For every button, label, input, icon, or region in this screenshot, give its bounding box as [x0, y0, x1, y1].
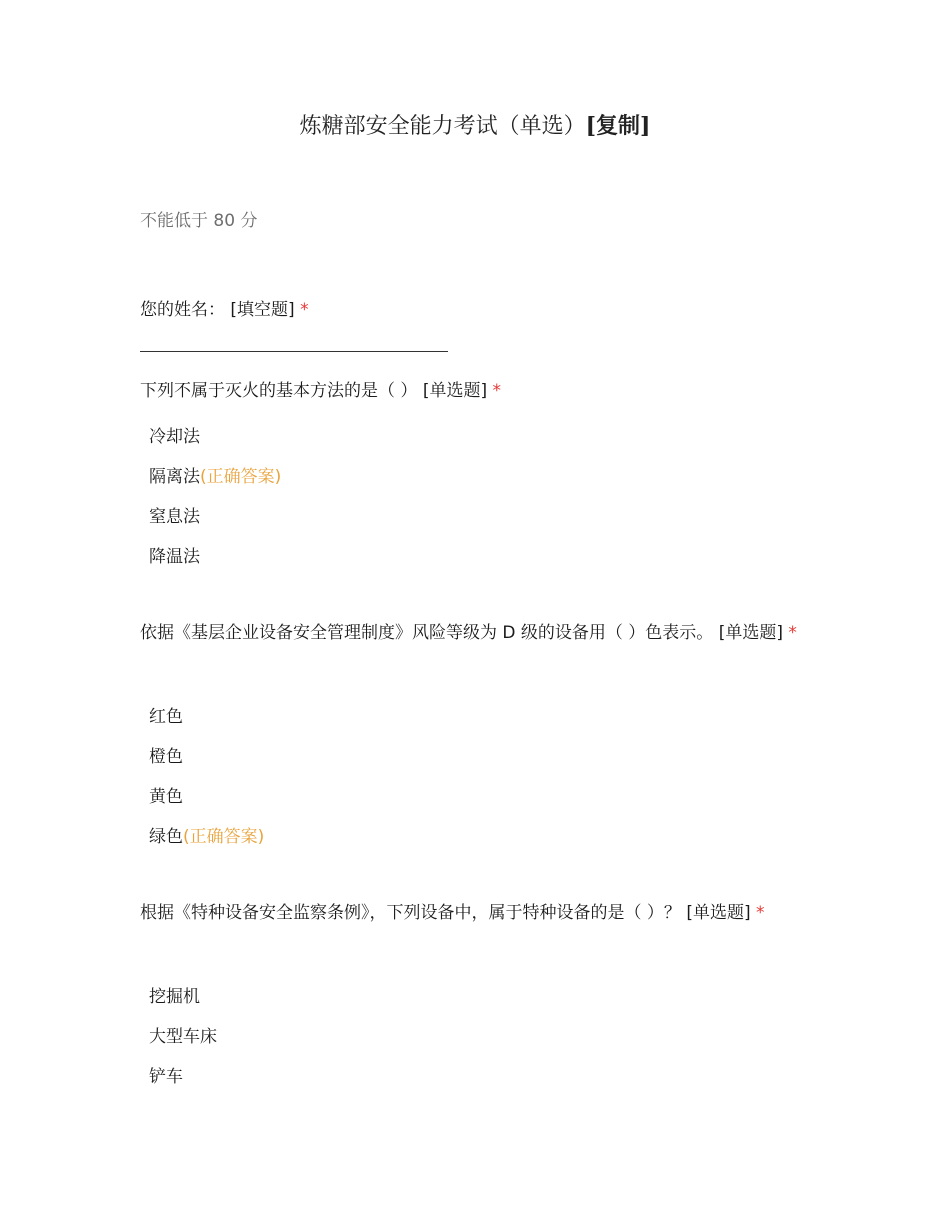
question-4-type: [单选题]: [686, 903, 751, 923]
option-label: 红色: [149, 707, 183, 727]
option[interactable]: [149, 457, 281, 497]
option-label: 挖掘机: [149, 987, 200, 1007]
option[interactable]: [149, 817, 264, 857]
option-label: 降温法: [149, 547, 200, 567]
option-label: 绿色: [149, 827, 183, 847]
option-label: 冷却法: [149, 427, 200, 447]
question-3-text: 依据《基层企业设备安全管理制度》风险等级为 D 级的设备用（ ）色表示。: [140, 623, 714, 643]
option[interactable]: [149, 497, 281, 537]
question-2: [140, 372, 820, 410]
option[interactable]: [149, 977, 217, 1017]
correct-answer-mark: (正确答案): [183, 827, 265, 847]
question-2-type: [单选题]: [422, 381, 488, 401]
question-4-text: 根据《特种设备安全监察条例》，下列设备中，属于特种设备的是（ ）？: [140, 903, 681, 923]
question-4-options: [149, 977, 217, 1097]
question-1-type: [填空题]: [230, 300, 295, 320]
required-mark: *: [788, 623, 797, 643]
question-1: [140, 291, 820, 329]
survey-title-main: 炼糖部安全能力考试（单选）: [299, 114, 586, 139]
option-label: 橙色: [149, 747, 183, 767]
option-label: 黄色: [149, 787, 183, 807]
survey-title: [0, 110, 950, 143]
option-label: 窒息法: [149, 507, 200, 527]
question-3: [140, 614, 820, 652]
survey-description: 不能低于 80 分: [140, 211, 258, 231]
required-mark: *: [300, 300, 309, 320]
option[interactable]: [149, 777, 264, 817]
survey-title-suffix: [复制]: [585, 113, 651, 139]
question-4: [140, 894, 820, 932]
option-label: 大型车床: [149, 1027, 217, 1047]
required-mark: *: [492, 381, 501, 401]
question-2-text: 下列不属于灭火的基本方法的是（ ）: [140, 381, 418, 401]
option[interactable]: [149, 1017, 217, 1057]
option[interactable]: [149, 737, 264, 777]
required-mark: *: [755, 903, 765, 923]
question-3-options: [149, 697, 264, 857]
option-label: 隔离法: [149, 467, 200, 487]
option[interactable]: [149, 697, 264, 737]
question-1-text: 您的姓名：: [140, 300, 225, 320]
name-input-line[interactable]: [140, 351, 448, 352]
question-3-type: [单选题]: [718, 623, 783, 643]
option[interactable]: [149, 537, 281, 577]
correct-answer-mark: (正确答案): [200, 467, 282, 487]
option[interactable]: [149, 417, 281, 457]
option-label: 铲车: [149, 1067, 183, 1087]
question-2-options: [149, 417, 281, 577]
option[interactable]: [149, 1057, 217, 1097]
